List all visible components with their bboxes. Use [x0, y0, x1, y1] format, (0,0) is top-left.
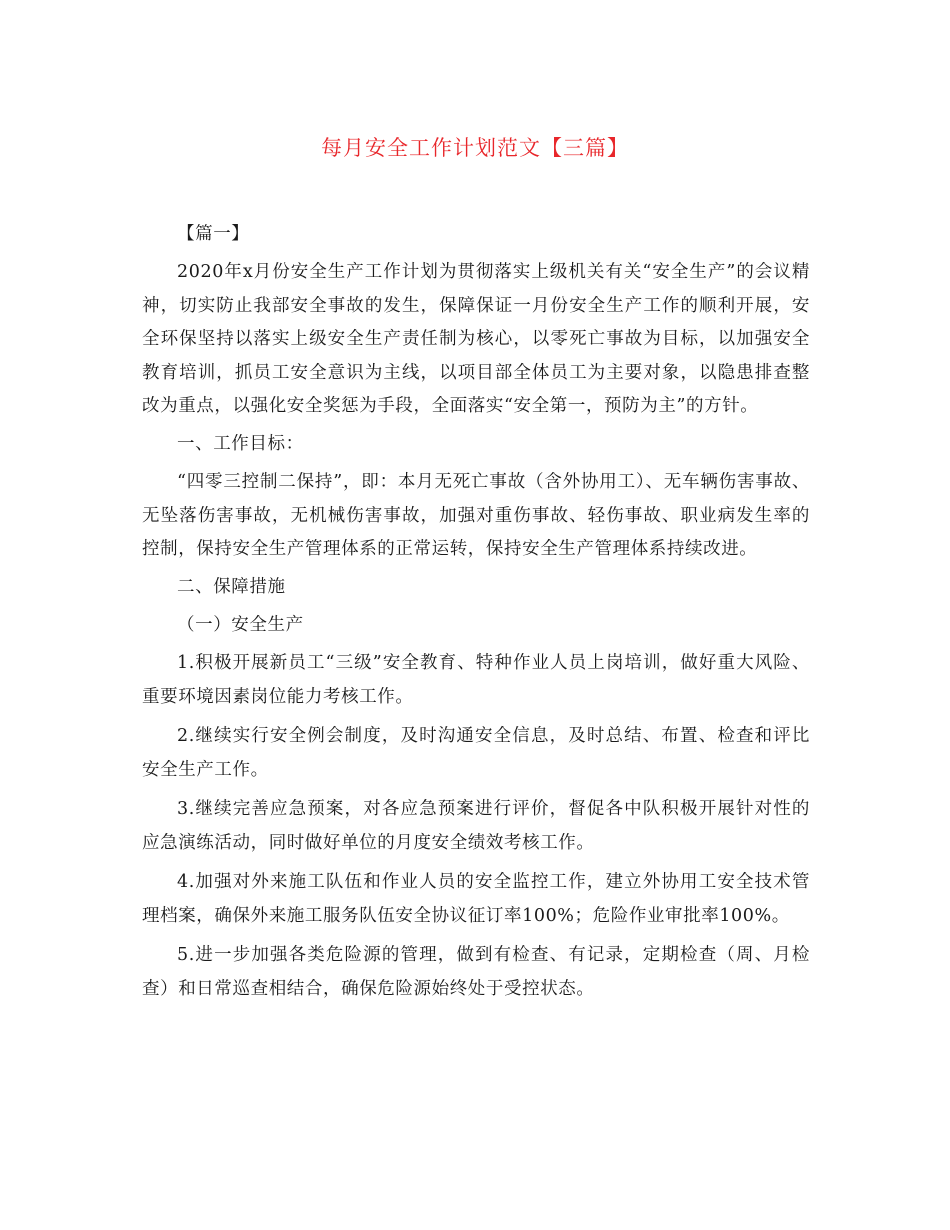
measure-item-3: 3.继续完善应急预案，对各应急预案进行评价，督促各中队积极开展针对性的应急演练活动，同时做好单位的月度安全绩效考核工作。: [142, 799, 810, 853]
document-title: 每月安全工作计划范文【三篇】: [321, 136, 629, 160]
heading-work-goals: 一、工作目标：: [177, 434, 304, 454]
heading-safeguard-measures: 二、保障措施: [177, 577, 286, 597]
measure-item-1: 1.积极开展新员工“三级”安全教育、特种作业人员上岗培训，做好重大风险、重要环境因素岗位能力考核工作。: [142, 653, 810, 707]
document-body: [142, 218, 810, 1012]
measure-item-4: 4.加强对外来施工队伍和作业人员的安全监控工作，建立外协用工安全技术管理档案，确保外来施工服务队伍安全协议征订率100%；危险作业审批率100%。: [142, 872, 810, 926]
section-heading-part-one: 【篇一】: [177, 224, 250, 244]
subheading-safety-production: （一）安全生产: [177, 615, 304, 635]
measure-item-2: 2.继续实行安全例会制度，及时沟通安全信息，及时总结、布置、检查和评比安全生产工作。: [142, 726, 810, 780]
work-goals-paragraph: “四零三控制二保持”，即：本月无死亡事故（含外协用工）、无车辆伤害事故、无坠落伤害事故，无机械伤害事故，加强对重伤事故、轻伤事故、职业病发生率的控制，保持安全生产管理体系的正常运转，保持安全生产管理体系持续改进。: [142, 472, 810, 559]
measure-item-5: 5.进一步加强各类危险源的管理，做到有检查、有记录，定期检查（周、月检查）和日常巡查相结合，确保危险源始终处于受控状态。: [142, 945, 810, 999]
intro-paragraph: 2020年x月份安全生产工作计划为贯彻落实上级机关有关“安全生产”的会议精神，切实防止我部安全事故的发生，保障保证一月份安全生产工作的顺利开展，安全环保坚持以落实上级安全生产责任制为核心，以零死亡事故为目标，以加强安全教育培训，抓员工安全意识为主线，以项目部全体员工为主要对象，以隐患排查整改为重点，以强化安全奖惩为手段，全面落实“安全第一，预防为主”的方针。: [142, 262, 810, 416]
